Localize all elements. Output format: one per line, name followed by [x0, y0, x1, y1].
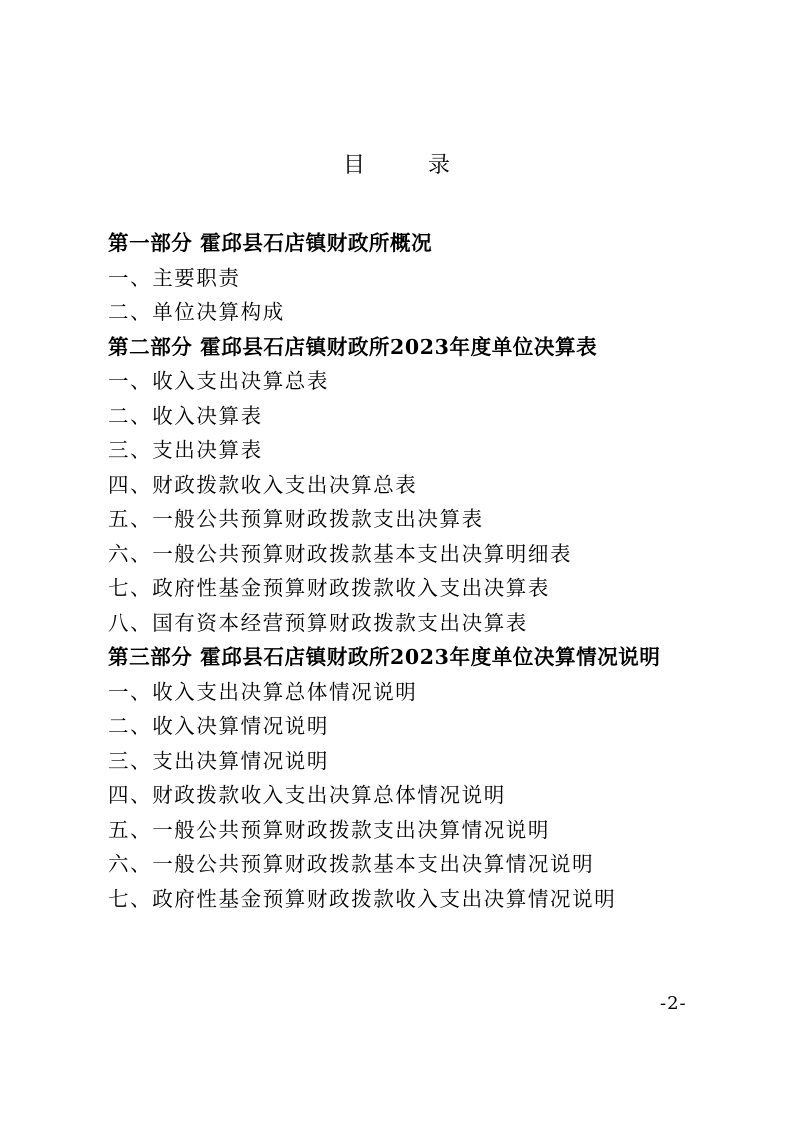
toc-item: 七、政府性基金预算财政拨款收入支出决算情况说明	[108, 886, 617, 911]
toc-item: 一、收入支出决算总体情况说明	[108, 679, 418, 704]
toc-item: 五、一般公共预算财政拨款支出决算表	[108, 507, 484, 531]
toc-item: 八、国有资本经营预算财政拨款支出决算表	[108, 610, 528, 635]
page-number: -2-	[660, 993, 687, 1014]
toc-part-heading: 第三部分 霍邱县石店镇财政所2023年度单位决算情况说明	[108, 645, 661, 669]
toc-item: 五、一般公共预算财政拨款支出决算情况说明	[108, 817, 550, 842]
toc-item: 六、一般公共预算财政拨款基本支出决算明细表	[108, 541, 573, 566]
toc-item: 一、主要职责	[108, 265, 241, 290]
table-of-contents	[108, 226, 698, 916]
toc-part-heading: 第二部分 霍邱县石店镇财政所2023年度单位决算表	[108, 334, 598, 359]
toc-part-heading: 第一部分 霍邱县石店镇财政所概况	[108, 231, 433, 255]
toc-item: 二、收入决算表	[108, 403, 263, 428]
toc-item: 一、收入支出决算总表	[108, 369, 329, 393]
toc-item: 三、支出决算表	[108, 438, 263, 462]
toc-item: 四、财政拨款收入支出决算总体情况说明	[108, 783, 506, 807]
toc-item: 四、财政拨款收入支出决算总表	[108, 472, 418, 497]
page-title: 目 录	[343, 153, 478, 178]
toc-item: 六、一般公共预算财政拨款基本支出决算情况说明	[108, 852, 595, 876]
toc-item: 二、单位决算构成	[108, 300, 285, 324]
toc-item: 二、收入决算情况说明	[108, 714, 329, 738]
toc-item: 三、支出决算情况说明	[108, 748, 329, 773]
toc-item: 七、政府性基金预算财政拨款收入支出决算表	[108, 576, 550, 600]
